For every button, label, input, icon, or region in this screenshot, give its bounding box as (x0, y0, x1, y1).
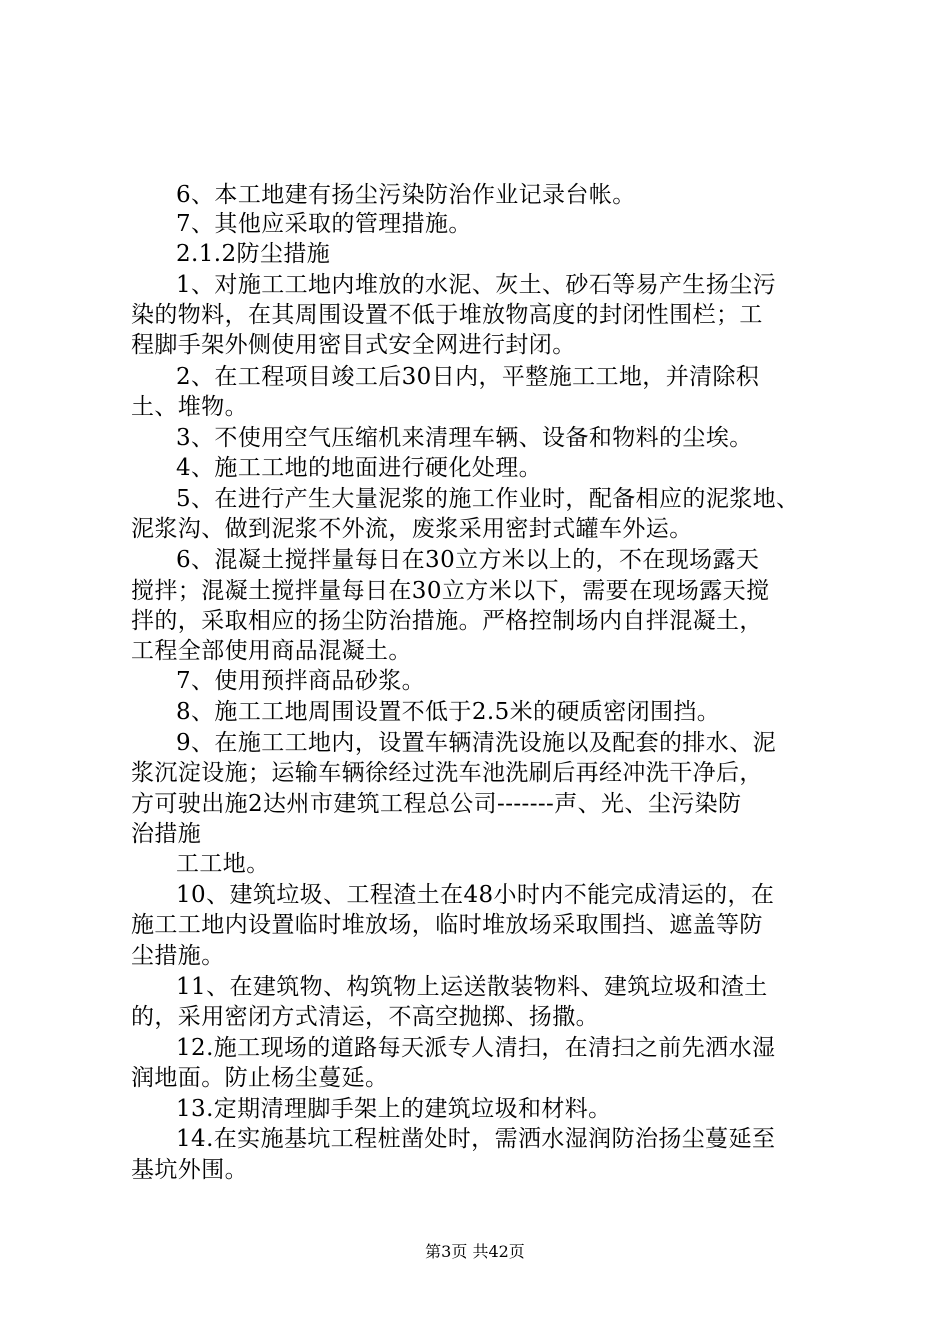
paragraph-line: 程脚手架外侧使用密目式安全网进行封闭。 (131, 332, 576, 358)
paragraph-line: 10、建筑垃圾、工程渣土在48小时内不能完成清运的，在 (176, 882, 775, 908)
paragraph-line: 的，采用密闭方式清运，不高空抛掷、扬撒。 (131, 1004, 599, 1030)
paragraph-line: 染的物料，在其周围设置不低于堆放物高度的封闭性围栏；工 (131, 302, 763, 328)
paragraph-line: 工程全部使用商品混凝土。 (131, 638, 412, 664)
paragraph-line: 11、在建筑物、构筑物上运送散装物料、建筑垃圾和渣土 (176, 974, 768, 1000)
paragraph-line: 12.施工现场的道路每天派专人清扫，在清扫之前先洒水湿 (176, 1035, 776, 1061)
section-heading: 2.1.2防尘措施 (176, 241, 331, 267)
paragraph-line: 7、使用预拌商品砂浆。 (176, 668, 426, 694)
paragraph-line: 13.定期清理脚手架上的建筑垃圾和材料。 (176, 1096, 612, 1122)
page-footer: 第3页 共42页 (425, 1242, 525, 1261)
paragraph-line: 5、在进行产生大量泥浆的施工作业时，配备相应的泥浆地、 (176, 486, 800, 512)
paragraph-line: 6、本工地建有扬尘污染防治作业记录台帐。 (176, 182, 636, 208)
paragraph-line: 工工地。 (176, 851, 270, 877)
paragraph-line: 基坑外围。 (131, 1157, 248, 1183)
paragraph-line: 施工工地内设置临时堆放场，临时堆放场采取围挡、遮盖等防 (131, 912, 763, 938)
paragraph-line: 2、在工程项目竣工后30日内，平整施工工地，并清除积 (176, 364, 760, 390)
paragraph-line: 1、对施工工地内堆放的水泥、灰土、砂石等易产生扬尘污 (176, 272, 777, 298)
paragraph-line: 尘措施。 (131, 943, 225, 969)
paragraph-line: 土、堆物。 (131, 394, 248, 420)
paragraph-line: 9、在施工工地内，设置车辆清洗设施以及配套的排水、泥 (176, 730, 777, 756)
paragraph-line: 搅拌；混凝土搅拌量每日在30立方米以下，需要在现场露天搅 (131, 578, 770, 604)
paragraph-line: 7、其他应采取的管理措施。 (176, 211, 472, 237)
paragraph-line: 14.在实施基坑工程桩凿处时，需洒水湿润防治扬尘蔓延至 (176, 1126, 776, 1152)
paragraph-line: 6、混凝土搅拌量每日在30立方米以上的，不在现场露天 (176, 547, 760, 573)
paragraph-line: 拌的，采取相应的扬尘防治措施。严格控制场内自拌混凝土， (131, 608, 763, 634)
paragraph-line: 方可驶出施2达州市建筑工程总公司-------声、光、尘污染防 (131, 791, 742, 817)
paragraph-line: 浆沉淀设施；运输车辆徐经过洗车池洗刷后再经冲洗干净后， (131, 760, 763, 786)
paragraph-line: 3、不使用空气压缩机来清理车辆、设备和物料的尘埃。 (176, 425, 753, 451)
paragraph-line: 润地面。防止杨尘蔓延。 (131, 1065, 389, 1091)
paragraph-line: 8、施工工地周围设置不低于2.5米的硬质密闭围挡。 (176, 699, 721, 725)
paragraph-line: 治措施 (131, 821, 202, 847)
paragraph-line: 4、施工工地的地面进行硬化处理。 (176, 455, 543, 481)
paragraph-line: 泥浆沟、做到泥浆不外流，废浆采用密封式罐车外运。 (131, 516, 693, 542)
